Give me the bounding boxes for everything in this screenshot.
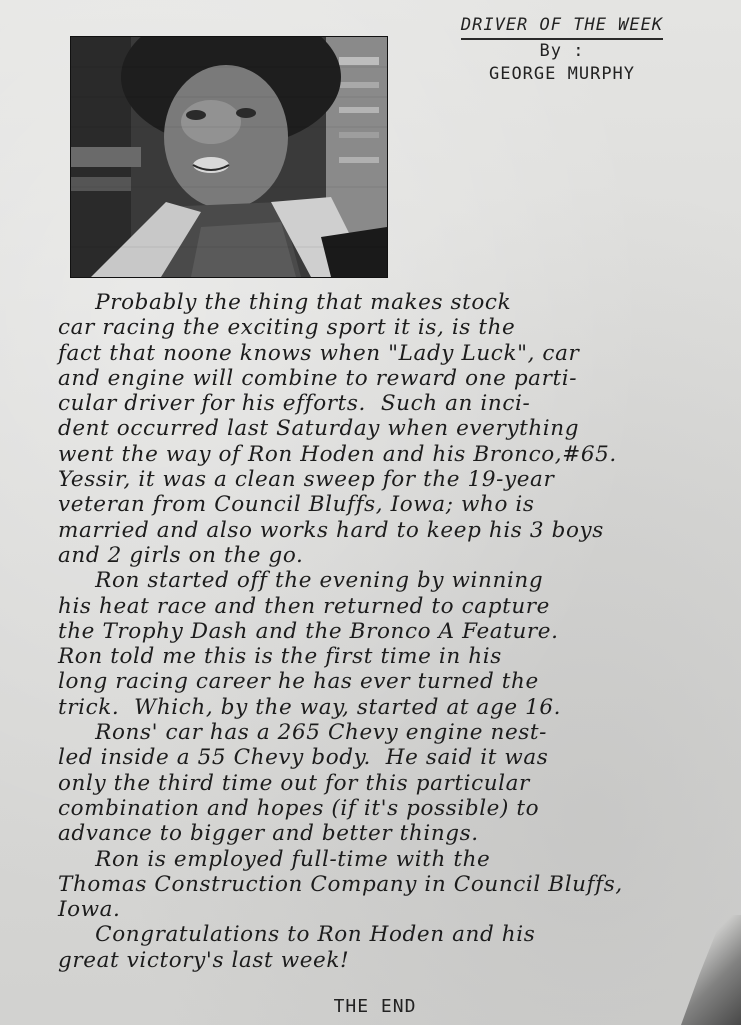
article-end: THE END	[333, 996, 417, 1017]
article-line: fact that noone knows when "Lady Luck", car	[58, 340, 580, 366]
article-line: Thomas Construction Company in Council Bluffs,	[58, 871, 623, 897]
article-body	[58, 290, 741, 973]
article-line: Probably the thing that makes stock	[58, 290, 512, 315]
article-line: Congratulations to Ron Hoden and his	[58, 922, 536, 948]
article-line: Ron started off the evening by winning	[58, 568, 544, 594]
article-line: only the third time out for this particular	[58, 770, 530, 796]
article-line: Ron told me this is the first time in his	[58, 644, 502, 670]
article-title: DRIVER OF THE WEEK	[461, 14, 663, 40]
driver-portrait-photo	[70, 36, 388, 278]
article-line: cular driver for his efforts. Such an inci-	[58, 391, 531, 417]
article-line: combination and hopes (if it's possible) to	[58, 795, 540, 821]
article-line: the Trophy Dash and the Bronco A Feature.	[58, 618, 559, 644]
article-line: Yessir, it was a clean sweep for the 19-year	[58, 467, 555, 493]
article-line: his heat race and then returned to capture	[58, 593, 550, 619]
article-line: and 2 girls on the go.	[58, 542, 304, 568]
article-header	[412, 14, 712, 86]
article-line: Rons' car has a 265 Chevy engine nest-	[58, 720, 548, 746]
article-line: car racing the exciting sport it is, is the	[58, 315, 516, 341]
article-line: led inside a 55 Chevy body. He said it was	[58, 745, 549, 771]
article-line: long racing career he has ever turned the	[58, 669, 539, 695]
byline-by: By :	[539, 41, 585, 61]
article-line: Ron is employed full-time with the	[58, 846, 491, 872]
article-line: went the way of Ron Hoden and his Bronco,#65.	[58, 441, 617, 467]
article-line: married and also works hard to keep his 3 boys	[58, 517, 604, 543]
article-line: veteran from Council Bluffs, Iowa; who is	[58, 492, 535, 518]
article-line: Iowa.	[58, 897, 121, 923]
article-line: dent occurred last Saturday when everything	[58, 416, 580, 442]
article-line: trick. Which, by the way, started at age 16.	[58, 694, 562, 720]
article-line: advance to bigger and better things.	[58, 821, 479, 847]
article-line: and engine will combine to reward one parti-	[58, 365, 578, 391]
byline-author: GEORGE MURPHY	[488, 64, 636, 84]
article-line: great victory's last week!	[58, 947, 350, 973]
